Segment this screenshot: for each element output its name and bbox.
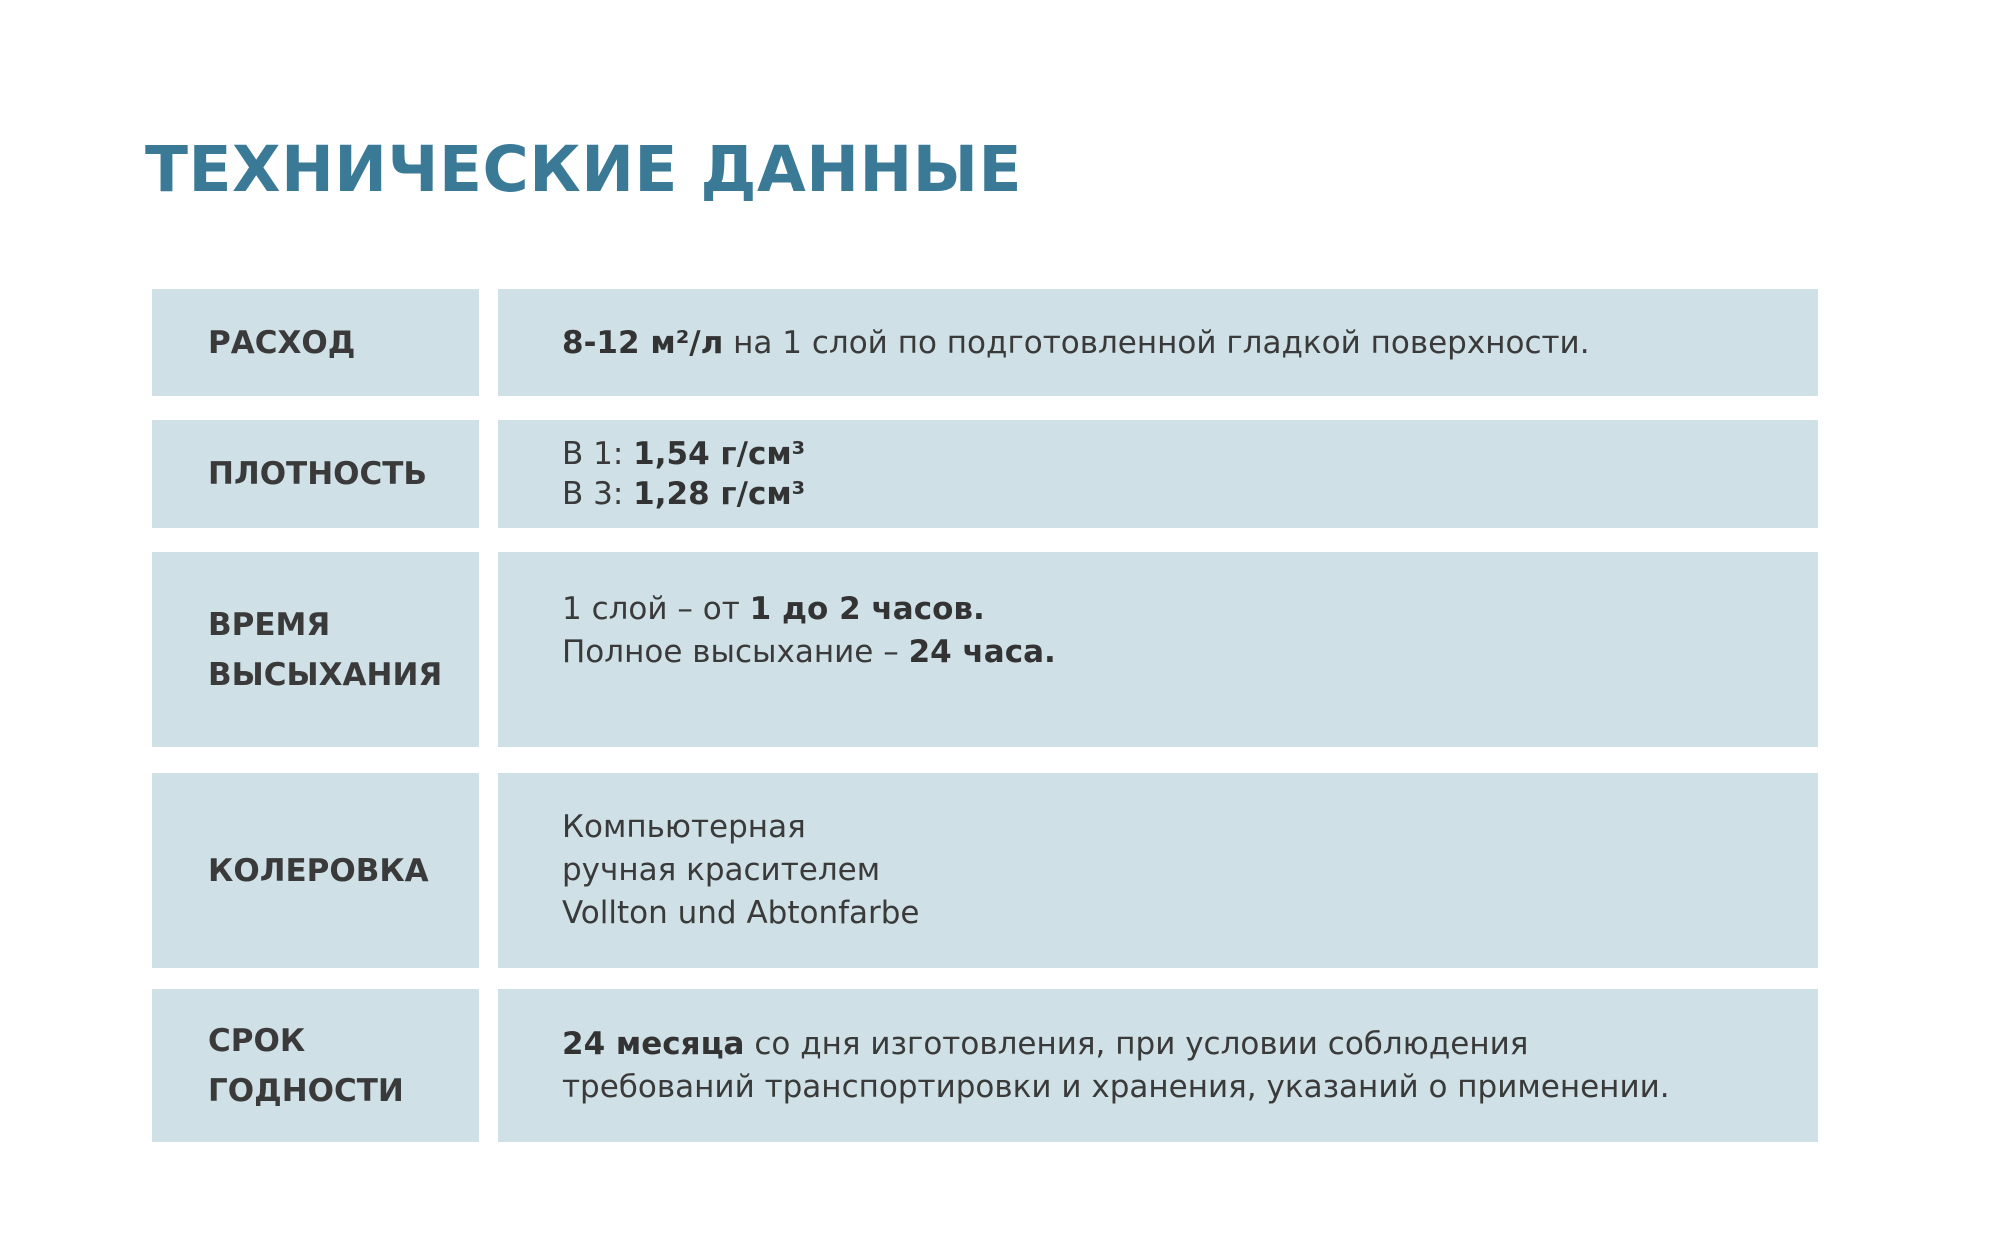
spec-value-line xyxy=(562,1066,1818,1109)
spec-value-text: Vollton und Abtonfarbe xyxy=(562,895,920,931)
spec-row-consumption xyxy=(152,289,1818,396)
spec-value-line xyxy=(562,1023,1818,1066)
spec-value-bold: 1 до 2 часов. xyxy=(749,591,985,627)
spec-value-bold: 8-12 м²/л xyxy=(562,324,724,361)
spec-value-text: В 3: xyxy=(562,476,634,512)
spec-value-text: Полное высыхание – xyxy=(562,634,909,670)
spec-value-text: 1 слой – от xyxy=(562,591,750,627)
spec-label-cell xyxy=(152,989,479,1142)
spec-value-cell xyxy=(498,289,1818,396)
spec-row-drying-time xyxy=(152,552,1818,747)
spec-value-text: Компьютерная xyxy=(562,809,806,845)
page-title: ТЕХНИЧЕСКИЕ ДАННЫЕ xyxy=(145,133,1023,206)
spec-value-bold: 1,28 г/см³ xyxy=(633,476,806,512)
spec-value-line xyxy=(562,434,1818,474)
spec-value-cell xyxy=(498,420,1818,528)
spec-value-cell xyxy=(498,552,1818,747)
spec-value-line xyxy=(562,474,1818,514)
spec-label-cell xyxy=(152,773,479,968)
spec-value-bold: 24 часа. xyxy=(908,634,1056,670)
spec-label: РАСХОД xyxy=(208,324,356,361)
spec-value-text: требований транспортировки и хранения, указаний о применении. xyxy=(562,1068,1670,1105)
spec-label: ВРЕМЯ ВЫСЫХАНИЯ xyxy=(208,606,443,693)
spec-row-shelf-life xyxy=(152,989,1818,1142)
spec-value-text: со дня изготовления, при условии соблюдения xyxy=(744,1025,1529,1062)
spec-label: СРОК ГОДНОСТИ xyxy=(208,1022,404,1109)
spec-value-text: на 1 слой по подготовленной гладкой поверхности. xyxy=(723,324,1590,361)
spec-label-cell xyxy=(152,552,479,747)
spec-value-bold: 1,54 г/см³ xyxy=(633,436,806,472)
spec-label: ПЛОТНОСТЬ xyxy=(208,456,428,492)
spec-value-line xyxy=(562,849,1818,892)
spec-value-line xyxy=(562,322,1818,364)
spec-label: КОЛЕРОВКА xyxy=(208,852,429,889)
spec-value-cell xyxy=(498,773,1818,968)
spec-value-line xyxy=(562,631,1818,674)
spec-label-cell xyxy=(152,420,479,528)
spec-value-text: ручная красителем xyxy=(562,852,881,888)
spec-value-cell xyxy=(498,989,1818,1142)
spec-label-cell xyxy=(152,289,479,396)
spec-value-text: В 1: xyxy=(562,436,634,472)
spec-value-line xyxy=(562,588,1818,631)
spec-row-density xyxy=(152,420,1818,528)
spec-value-line xyxy=(562,806,1818,849)
spec-row-tinting xyxy=(152,773,1818,968)
spec-value-bold: 24 месяца xyxy=(562,1025,745,1062)
spec-value-line xyxy=(562,892,1818,935)
